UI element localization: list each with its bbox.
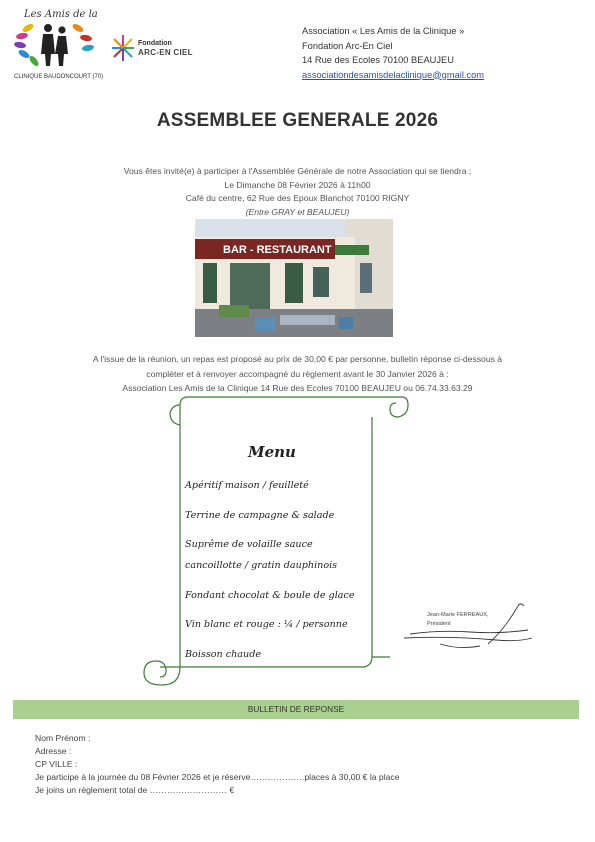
restaurant-photo	[195, 219, 393, 337]
address-block	[302, 24, 484, 82]
logo2-line2: ARC-EN CIEL	[138, 48, 193, 57]
form-field-city[interactable]: CP VILLE :	[35, 759, 78, 769]
signatory-role: Président	[427, 621, 451, 627]
bulletin-title: BULLETIN DE REPONSE	[247, 704, 345, 714]
menu-item: Boisson chaude	[185, 649, 262, 660]
menu-title: Menu	[248, 443, 296, 461]
invitation-line: Vous êtes invité(e) à participer à l'Assemblée Générale de notre Association qui se tiendra ;	[123, 166, 472, 176]
association-logo	[8, 6, 108, 86]
menu-item: Vin blanc et rouge : ¼ / personne	[185, 619, 348, 630]
email-link[interactable]: associationdesamisdelaclinique@gmail.com	[302, 69, 485, 80]
reply-form	[35, 732, 399, 797]
invitation-line: Le Dimanche 08 Février 2026 à 11h00	[224, 179, 371, 190]
form-field-payment[interactable]: Je joins un règlement total de ……………………… €	[35, 785, 235, 795]
menu-item: Apéritif maison / feuilleté	[185, 480, 309, 491]
rainbow-icon	[110, 32, 136, 64]
menu-item: Fondant chocolat & boule de glace	[185, 590, 355, 601]
invitation-line: (Entre GRAY et BEAUJEU)	[245, 206, 350, 217]
handwritten-signature	[400, 600, 540, 656]
page-title: ASSEMBLEE GENERALE 2026	[156, 110, 439, 131]
meal-line: A l'issue de la réunion, un repas est proposé au prix de 30,00 € par personne, bulletin réponse ci-dessous à	[92, 354, 503, 364]
form-field-reservation[interactable]: Je participe à la journée du 08 Février 2026 et je réserve……………….places à 30,00 € la place	[35, 772, 400, 782]
menu-item: Terrine de campagne & salade	[185, 510, 335, 521]
meal-text	[40, 352, 555, 396]
address-line: Association « Les Amis de la Clinique »	[302, 26, 465, 36]
meal-line: Association Les Amis de la Clinique 14 Rue des Ecoles 70100 BEAUJEU ou 06.74.33.63.29	[122, 383, 473, 393]
form-field-address[interactable]: Adresse :	[35, 746, 72, 756]
people-icon	[41, 24, 68, 66]
fondation-logo	[110, 30, 205, 66]
menu-item: cancoillotte / gratin dauphinois	[185, 560, 338, 571]
invitation-line: Café du centre, 62 Rue des Epoux Blanchot 70100 RIGNY	[185, 193, 410, 203]
logo2-line1: Fondation	[138, 40, 172, 47]
invitation-text	[40, 165, 555, 219]
address-line: Fondation Arc-En Ciel	[302, 40, 393, 51]
form-field-name[interactable]: Nom Prénom :	[35, 733, 91, 743]
logo-text-bottom: CLINIQUE BAUDONCOURT (70)	[14, 74, 104, 80]
signatory-name: Jean-Marie FERREAUX,	[427, 612, 489, 618]
logo-text-top: Les Amis de la	[24, 9, 98, 20]
menu-item: Suprême de volaille sauce	[185, 539, 313, 550]
address-line: 14 Rue des Ecoles 70100 BEAUJEU	[302, 55, 454, 65]
meal-line: compléter et à renvoyer accompagné du règlement avant le 30 Janvier 2026 à :	[146, 368, 449, 379]
restaurant-sign: BAR - RESTAURANT	[223, 244, 332, 256]
